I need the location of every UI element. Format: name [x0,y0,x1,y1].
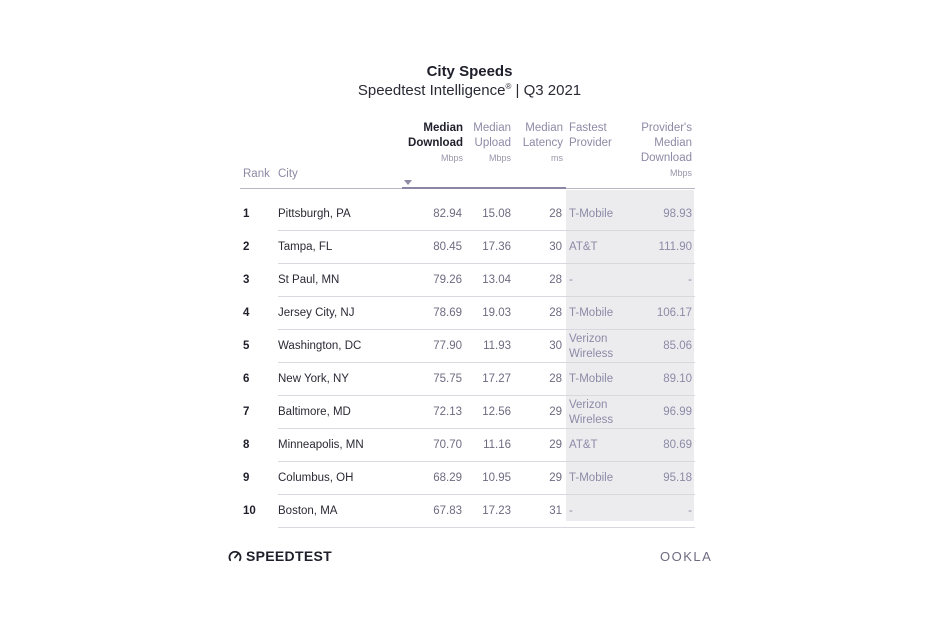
city-cell: Washington, DC [278,340,362,352]
table-row[interactable] [240,495,695,528]
fastest-provider-cell [569,208,613,220]
table-row[interactable] [240,297,695,330]
rank-cell: 5 [243,340,250,352]
provider-name-line: T-Mobile [569,373,614,385]
median-download-cell: 70.70 [433,439,462,451]
median-download-cell: 78.69 [433,307,462,319]
rank-cell: 8 [243,439,250,451]
provider-name-line: Wireless [569,414,614,426]
median-download-cell: 80.45 [433,241,462,253]
header-fastest-provider[interactable] [569,121,612,151]
header-city: City [278,168,298,180]
provider-name-line: Verizon [569,399,608,411]
median-upload-cell: 17.23 [482,505,511,517]
provider-download-cell: 85.06 [663,340,692,352]
header-median-upload-line-1: Median [473,122,511,134]
median-download-cell: 82.94 [433,208,462,220]
city-cell: Jersey City, NJ [278,307,355,319]
median-latency-cell: 28 [549,274,562,286]
provider-download-cell: 106.17 [656,307,692,319]
header-provider-dl-line-2: Median [654,137,692,149]
median-download-cell: 75.75 [433,373,462,385]
header-provider-dl-line-1: Provider's [641,122,692,134]
median-upload-cell: 13.04 [482,274,511,286]
header-provider-dl-line-3: Download [640,152,692,164]
table-row[interactable] [240,462,695,495]
speedtest-logo-text: SPEEDTEST [246,548,332,564]
city-cell: St Paul, MN [278,274,340,286]
provider-name-line: Wireless [569,348,614,360]
median-latency-cell: 28 [549,373,562,385]
city-cell: Baltimore, MD [278,406,351,418]
fastest-provider-cell [569,241,598,253]
header-median-download-line-2: Download [408,137,463,149]
subtitle-period: | Q3 2021 [515,82,582,99]
median-upload-cell: 11.16 [483,439,511,451]
provider-download-cell: 96.99 [663,406,692,418]
header-median-latency-line-2: Latency [522,137,563,149]
fastest-provider-cell [569,505,573,517]
median-latency-cell: 28 [549,208,562,220]
city-cell: Minneapolis, MN [278,439,364,451]
fastest-provider-cell [569,332,613,362]
median-latency-cell: 30 [549,241,562,253]
median-download-cell: 68.29 [433,472,462,484]
rank-cell: 4 [243,307,250,319]
header-download-unit: Mbps [440,153,463,163]
rank-cell: 9 [243,472,250,484]
rank-cell: 1 [243,208,250,220]
speedometer-icon [228,549,242,563]
header-median-latency[interactable] [523,121,563,151]
city-cell: Boston, MA [278,505,338,517]
city-cell: Tampa, FL [278,241,333,253]
median-download-cell: 72.13 [433,406,462,418]
header-median-latency-line-1: Median [525,122,563,134]
median-latency-cell: 29 [549,472,562,484]
header-latency-unit: ms [551,153,563,163]
fastest-provider-cell [569,274,573,286]
provider-name-line: T-Mobile [569,208,614,220]
header-median-upload-line-2: Upload [474,137,511,149]
chart-subtitle [0,82,939,99]
provider-download-cell: 80.69 [663,439,692,451]
table-row[interactable] [240,198,695,231]
median-upload-cell: 15.08 [482,208,511,220]
table-row[interactable] [240,396,695,429]
table-row[interactable] [240,264,695,297]
median-download-cell: 79.26 [433,274,462,286]
sort-descending-icon[interactable] [404,180,412,185]
median-upload-cell: 12.56 [482,406,511,418]
median-latency-cell: 29 [549,406,562,418]
rank-cell: 3 [243,274,250,286]
provider-name-line: - [569,274,573,286]
provider-name-line: AT&T [569,241,598,253]
median-upload-cell: 17.36 [482,241,511,253]
fastest-provider-cell [569,398,613,428]
median-upload-cell: 11.93 [483,340,511,352]
provider-name-line: - [569,505,573,517]
sorted-column-underline [402,187,566,189]
row-divider [278,527,695,528]
provider-name-line: AT&T [569,439,598,451]
provider-download-cell: 95.18 [663,472,692,484]
fastest-provider-cell [569,307,613,319]
median-upload-cell: 17.27 [482,373,511,385]
fastest-provider-cell [569,373,613,385]
median-latency-cell: 28 [549,307,562,319]
header-median-upload[interactable] [473,121,511,151]
ookla-logo: OOKLA [660,549,713,564]
table-row[interactable] [240,231,695,264]
speedtest-logo [228,548,332,564]
chart-title: City Speeds [426,63,513,80]
median-download-cell: 77.90 [433,340,462,352]
provider-download-cell: 89.10 [663,373,692,385]
header-upload-unit: Mbps [488,153,511,163]
rank-cell: 10 [243,505,256,517]
rank-cell: 6 [243,373,250,385]
city-cell: Columbus, OH [278,472,354,484]
median-upload-cell: 10.95 [482,472,511,484]
rank-cell: 2 [243,241,250,253]
provider-name-line: T-Mobile [569,307,614,319]
header-provider-median-download[interactable] [641,121,692,166]
header-fastest-provider-line-2: Provider [569,137,612,149]
table-row[interactable] [240,330,695,363]
header-fastest-provider-line-1: Fastest [569,122,607,134]
provider-download-cell: 111.90 [658,241,692,253]
city-cell: New York, NY [278,373,349,385]
header-median-download-line-1: Median [423,122,463,134]
table-row[interactable] [240,363,695,396]
rank-cell: 7 [243,406,250,418]
fastest-provider-cell [569,472,613,484]
header-provider-download-unit: Mbps [669,168,692,178]
median-latency-cell: 31 [549,505,562,517]
provider-name-line: Verizon [569,333,608,345]
provider-name-line: T-Mobile [569,472,614,484]
city-cell: Pittsburgh, PA [278,208,351,220]
provider-download-cell: 98.93 [663,208,692,220]
header-median-download[interactable] [408,121,463,151]
registered-mark: ® [505,82,512,91]
median-download-cell: 67.83 [433,505,462,517]
provider-download-cell: - [688,274,692,286]
median-upload-cell: 19.03 [482,307,511,319]
table-row[interactable] [240,429,695,462]
median-latency-cell: 30 [549,340,562,352]
subtitle-text: Speedtest Intelligence [357,82,506,99]
fastest-provider-cell [569,439,598,451]
median-latency-cell: 29 [549,439,562,451]
provider-download-cell: - [688,505,692,517]
header-rank: Rank [243,168,270,180]
